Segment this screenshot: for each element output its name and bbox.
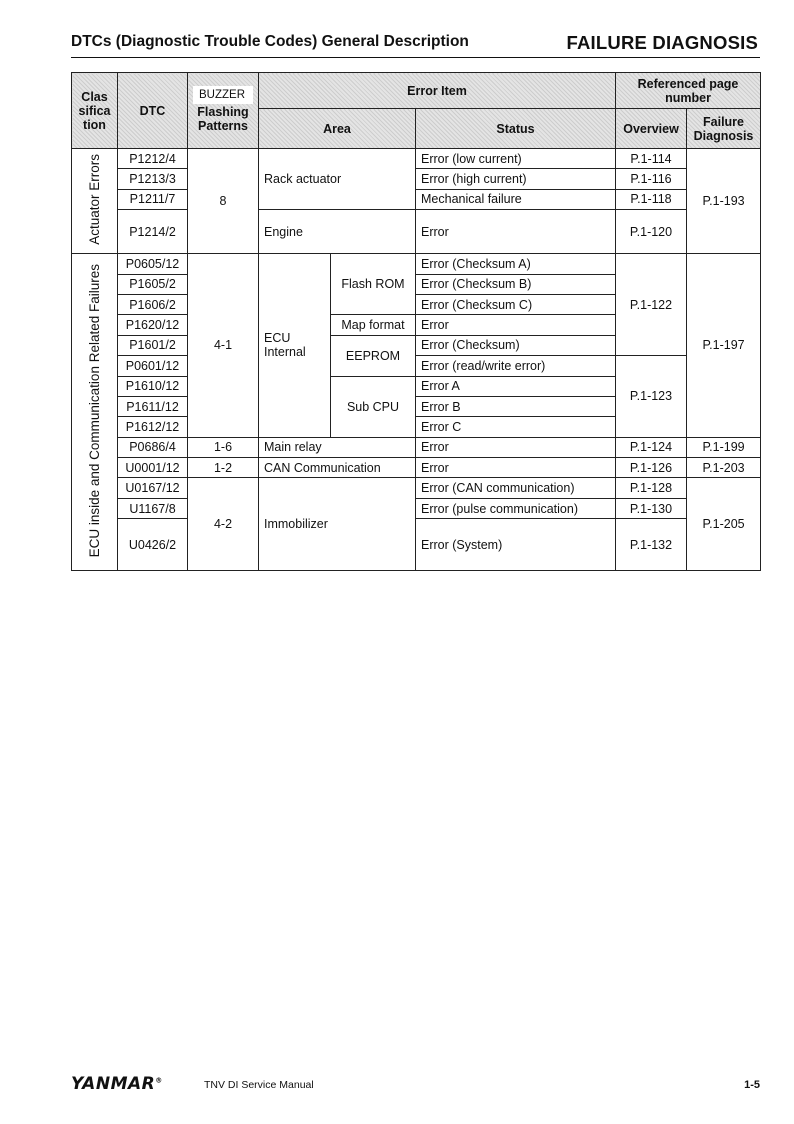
dtc-code: P0605/12 <box>118 254 188 274</box>
status-cell: Error (Checksum A) <box>416 254 616 274</box>
status-cell: Error (high current) <box>416 169 616 189</box>
status-cell: Error C <box>416 417 616 437</box>
header-referenced-page: Referenced page number <box>616 73 761 109</box>
status-cell: Error (read/write error) <box>416 356 616 376</box>
failure-page: P.1-205 <box>687 478 761 571</box>
manual-title: TNV DI Service Manual <box>204 1079 314 1091</box>
flashing-pattern: 4-2 <box>188 478 259 571</box>
header-dtc: DTC <box>118 73 188 149</box>
status-cell: Error A <box>416 376 616 396</box>
dtc-code: P1606/2 <box>118 294 188 314</box>
table-row <box>72 478 761 498</box>
flashing-pattern: 4-1 <box>188 254 259 438</box>
header-buzzer: BUZZER <box>193 86 253 104</box>
status-cell: Error (pulse communication) <box>416 498 616 518</box>
dtc-code: U1167/8 <box>118 498 188 518</box>
status-cell: Error (Checksum C) <box>416 294 616 314</box>
section-title: DTCs (Diagnostic Trouble Codes) General Description <box>71 33 469 50</box>
overview-page: P.1-128 <box>616 478 687 498</box>
dtc-code: P0686/4 <box>118 437 188 457</box>
header-overview: Overview <box>616 109 687 149</box>
table-row <box>72 189 761 209</box>
overview-page: P.1-122 <box>616 254 687 356</box>
header-failure-diagnosis: Failure Diagnosis <box>687 109 761 149</box>
status-cell: Error (Checksum B) <box>416 274 616 294</box>
overview-page: P.1-116 <box>616 169 687 189</box>
sub-area-cell: EEPROM <box>331 335 416 376</box>
status-cell: Mechanical failure <box>416 189 616 209</box>
failure-page: P.1-193 <box>687 149 761 254</box>
table-row <box>72 437 761 457</box>
failure-page: P.1-197 <box>687 254 761 438</box>
overview-page: P.1-126 <box>616 458 687 478</box>
table-row <box>72 498 761 518</box>
area-cell: Rack actuator <box>259 149 416 210</box>
overview-page: P.1-114 <box>616 149 687 169</box>
dtc-code: P0601/12 <box>118 356 188 376</box>
status-cell: Error <box>416 315 616 335</box>
dtc-code: P1610/12 <box>118 376 188 396</box>
header-flashing-patterns: Flashing Patterns <box>197 105 249 133</box>
header-error-item: Error Item <box>259 73 616 109</box>
flashing-pattern: 1-2 <box>188 458 259 478</box>
overview-page: P.1-130 <box>616 498 687 518</box>
header-area: Area <box>259 109 416 149</box>
status-cell: Error <box>416 437 616 457</box>
chapter-title: FAILURE DIAGNOSIS <box>566 32 758 53</box>
table-row <box>72 356 761 376</box>
dtc-code: P1620/12 <box>118 315 188 335</box>
dtc-code: P1601/2 <box>118 335 188 355</box>
table-row <box>72 254 761 274</box>
header-classification: Clas sifica tion <box>72 73 118 149</box>
sub-area-cell: Map format <box>331 315 416 335</box>
yanmar-logo: YANMAR® <box>71 1074 163 1094</box>
dtc-code: U0426/2 <box>118 519 188 571</box>
area-cell: Engine <box>259 210 416 254</box>
dtc-code: U0167/12 <box>118 478 188 498</box>
dtc-code: P1213/3 <box>118 169 188 189</box>
header-status: Status <box>416 109 616 149</box>
dtc-code: U0001/12 <box>118 458 188 478</box>
flashing-pattern: 1-6 <box>188 437 259 457</box>
dtc-code: P1611/12 <box>118 396 188 416</box>
header-rule <box>71 57 760 58</box>
status-cell: Error (low current) <box>416 149 616 169</box>
area-cell: Immobilizer <box>259 478 416 571</box>
table-row <box>72 169 761 189</box>
table-row <box>72 458 761 478</box>
overview-page: P.1-123 <box>616 356 687 438</box>
status-cell: Error (CAN communication) <box>416 478 616 498</box>
overview-page: P.1-124 <box>616 437 687 457</box>
sub-area-cell: Flash ROM <box>331 254 416 315</box>
header-buzzer-flashing <box>188 73 259 149</box>
table-row <box>72 210 761 254</box>
classification-actuator: Actuator Errors <box>72 149 118 254</box>
status-cell: Error <box>416 210 616 254</box>
page-number: 1-5 <box>744 1079 760 1091</box>
dtc-code: P1605/2 <box>118 274 188 294</box>
status-cell: Error (System) <box>416 519 616 571</box>
table-row <box>72 149 761 169</box>
status-cell: Error B <box>416 396 616 416</box>
status-cell: Error (Checksum) <box>416 335 616 355</box>
area-cell: ECU Internal <box>259 254 331 438</box>
failure-page: P.1-199 <box>687 437 761 457</box>
flashing-pattern: 8 <box>188 149 259 254</box>
classification-ecu: ECU inside and Communication Related Failures <box>72 254 118 571</box>
table-row <box>72 519 761 571</box>
sub-area-cell: Sub CPU <box>331 376 416 437</box>
dtc-code: P1214/2 <box>118 210 188 254</box>
overview-page: P.1-118 <box>616 189 687 209</box>
dtc-code: P1212/4 <box>118 149 188 169</box>
dtc-table <box>71 72 761 571</box>
status-cell: Error <box>416 458 616 478</box>
overview-page: P.1-132 <box>616 519 687 571</box>
dtc-code: P1612/12 <box>118 417 188 437</box>
area-cell: Main relay <box>259 437 416 457</box>
area-cell: CAN Communication <box>259 458 416 478</box>
dtc-code: P1211/7 <box>118 189 188 209</box>
overview-page: P.1-120 <box>616 210 687 254</box>
failure-page: P.1-203 <box>687 458 761 478</box>
